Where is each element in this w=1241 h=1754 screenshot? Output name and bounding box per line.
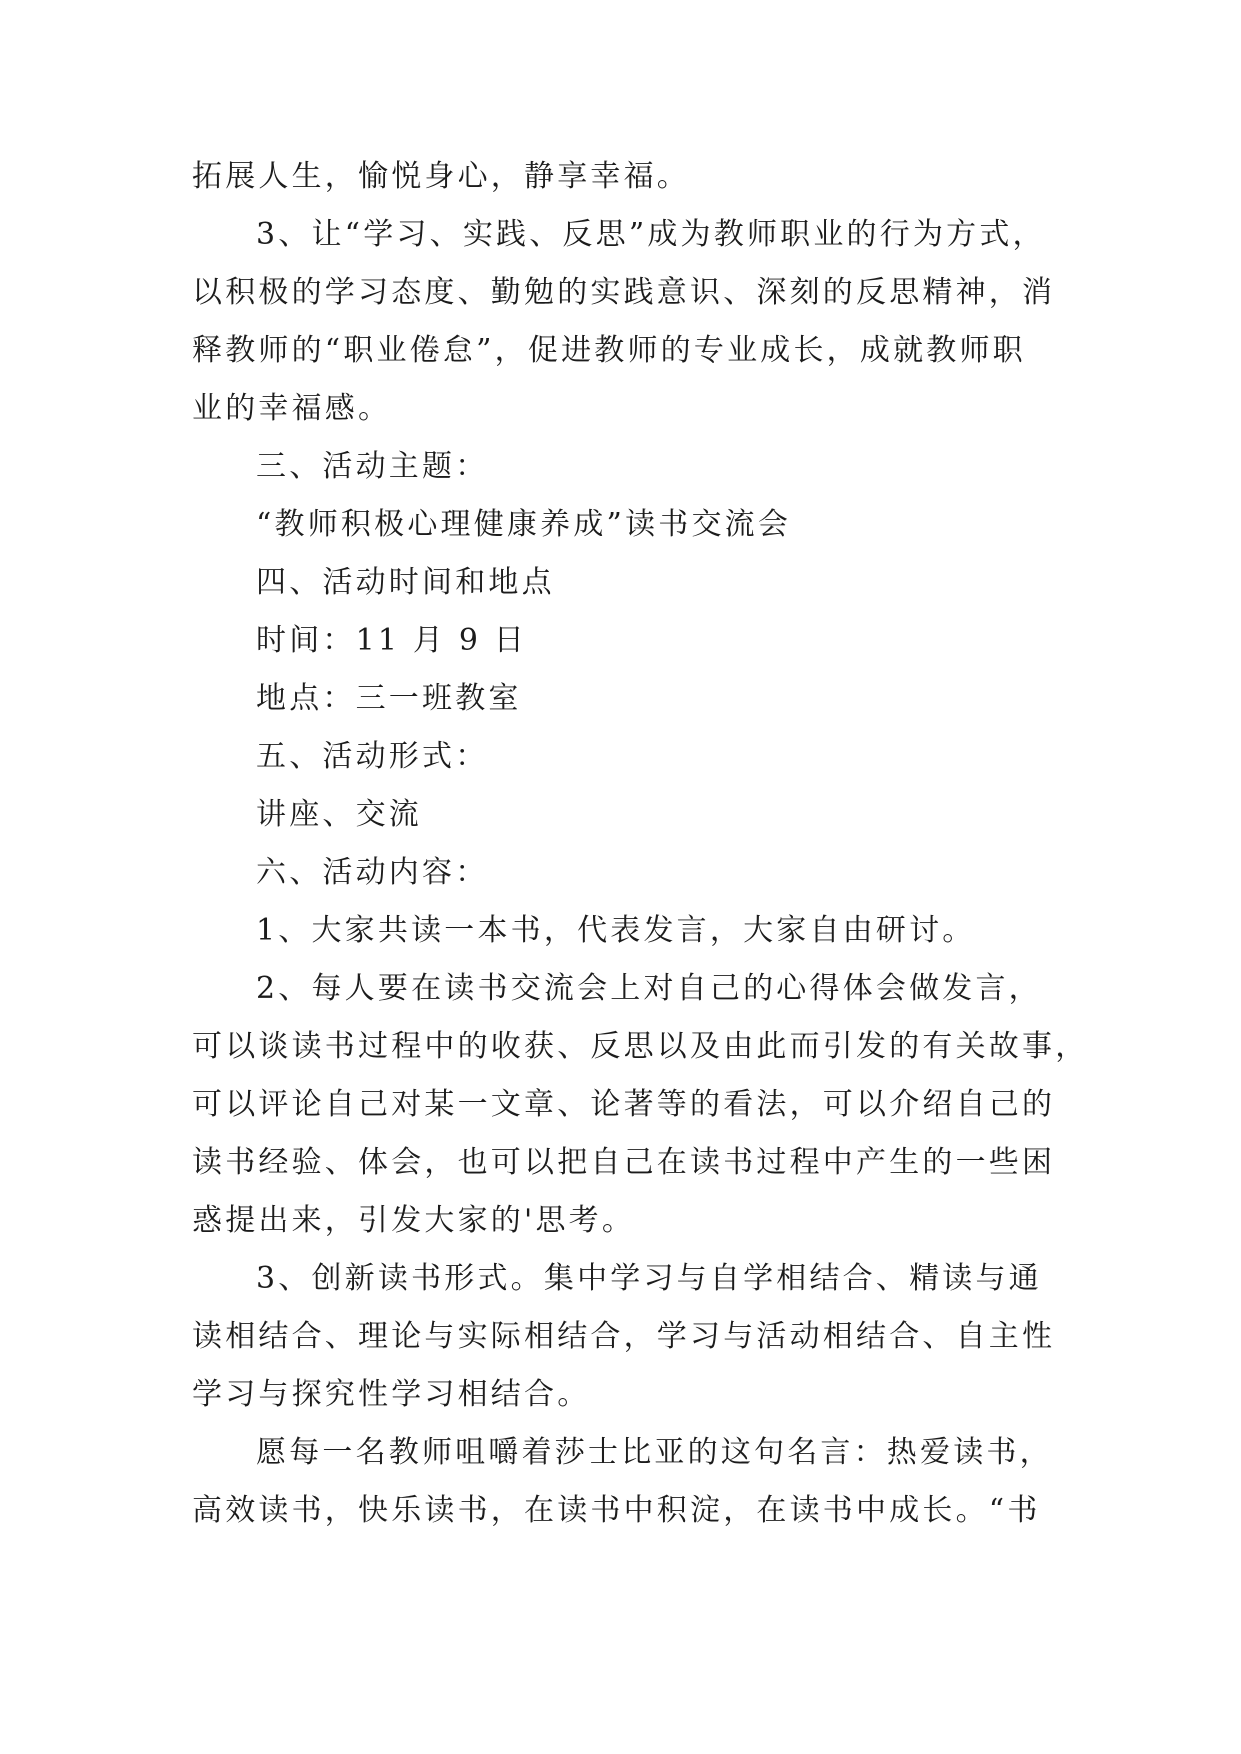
text-line: 拓展人生，愉悦身心，静享幸福。 [192, 159, 690, 194]
text-line: 学习与探究性学习相结合。 [192, 1377, 591, 1412]
text-line: 惑提出来，引发大家的'思考。 [192, 1203, 636, 1238]
text-line: 以积极的学习态度、勤勉的实践意识、深刻的反思精神，消 [192, 275, 1056, 310]
text-line: 3、让“学习、实践、反思”成为教师职业的行为方式， [256, 217, 1046, 252]
document-body [192, 148, 1089, 1540]
text-line: 释教师的“职业倦怠”，促进教师的专业成长，成就教师职 [192, 333, 1026, 368]
text-line: 2、每人要在读书交流会上对自己的心得体会做发言， [256, 971, 1042, 1006]
section-heading: 六、活动内容： [256, 855, 489, 890]
text-line: “教师积极心理健康养成”读书交流会 [256, 507, 792, 542]
text-line: 可以评论自己对某一文章、论著等的看法，可以介绍自己的 [192, 1087, 1056, 1122]
text-line: 讲座、交流 [256, 797, 422, 832]
text-line: 1、大家共读一本书，代表发言，大家自由研讨。 [256, 913, 976, 948]
text-line: 业的幸福感。 [192, 391, 392, 426]
text-line: 时间：11 月 9 日 [256, 623, 528, 658]
section-heading: 三、活动主题： [256, 449, 489, 484]
text-line: 读书经验、体会，也可以把自己在读书过程中产生的一些困 [192, 1145, 1056, 1180]
section-heading: 四、活动时间和地点 [256, 565, 555, 600]
text-line: 愿每一名教师咀嚼着莎士比亚的这句名言：热爱读书， [256, 1435, 1053, 1470]
text-line: 高效读书，快乐读书，在读书中积淀，在读书中成长。“书 [192, 1493, 1041, 1528]
text-line: 读相结合、理论与实际相结合，学习与活动相结合、自主性 [192, 1319, 1056, 1354]
text-line: 3、创新读书形式。集中学习与自学相结合、精读与通 [256, 1261, 1042, 1296]
section-heading: 五、活动形式： [256, 739, 489, 774]
text-line: 地点：三一班教室 [256, 681, 522, 716]
text-line: 可以谈读书过程中的收获、反思以及由此而引发的有关故事， [192, 1029, 1089, 1064]
